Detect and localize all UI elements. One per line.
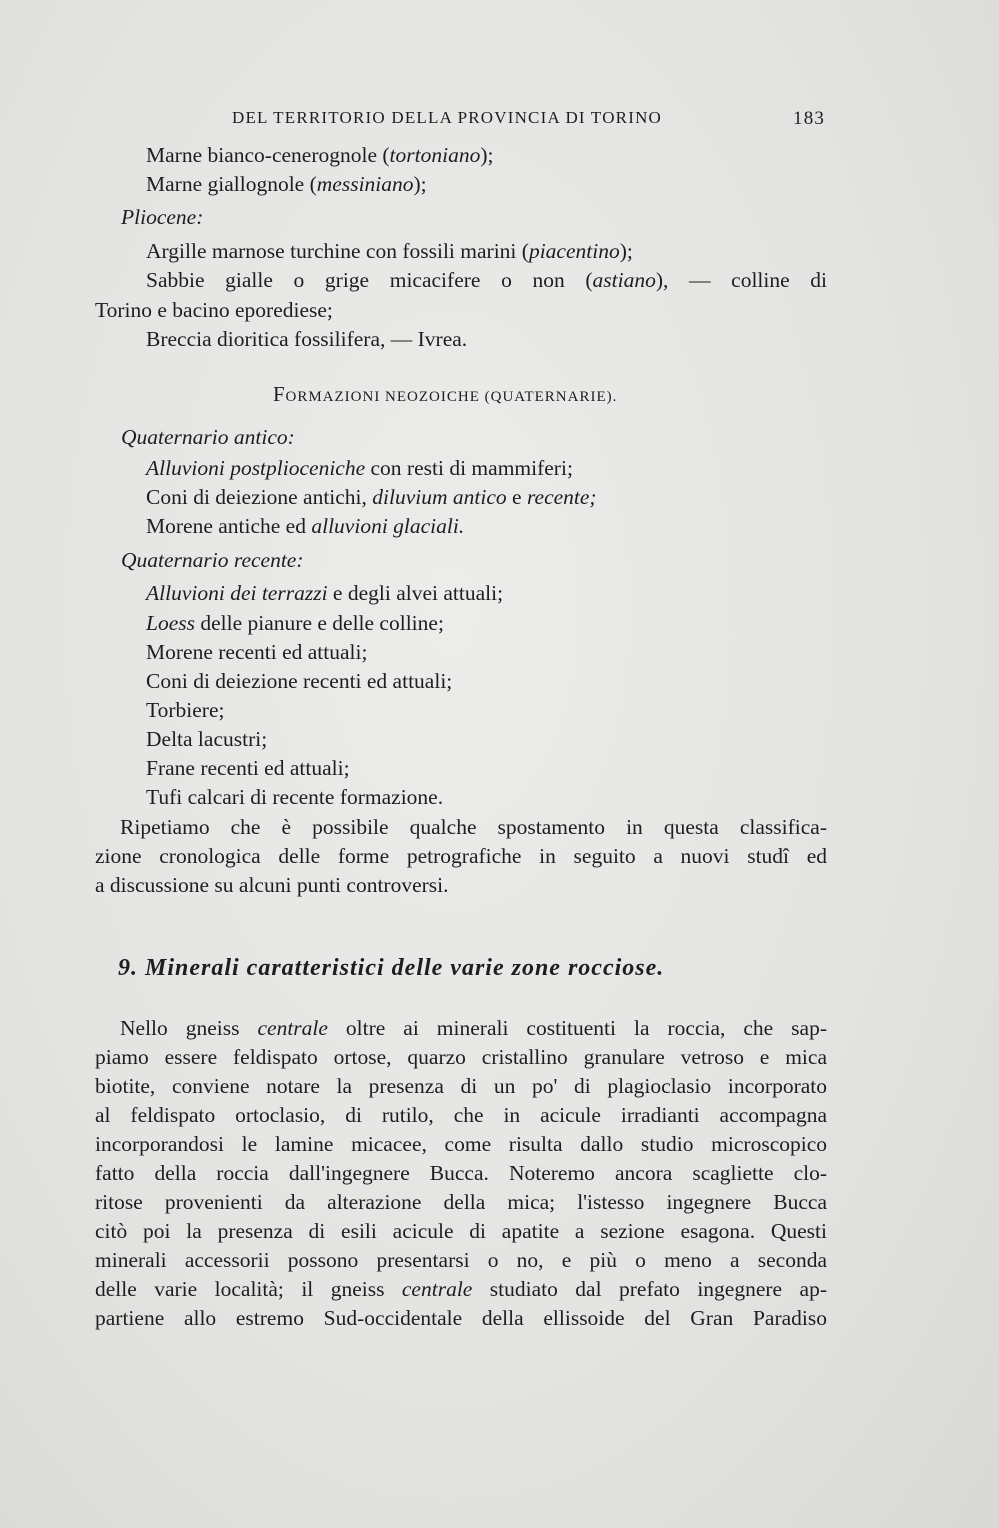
paragraph-line: partiene allo estremo Sud-occidentale della ellissoide del Gran Paradiso <box>95 1306 827 1330</box>
text-line: Loess delle pianure e delle colline; <box>146 611 444 635</box>
paragraph-line: a discussione su alcuni punti controversi. <box>95 873 449 897</box>
paragraph-line: delle varie località; il gneiss centrale studiato dal prefato ingegnere ap- <box>95 1277 827 1301</box>
paragraph-line: zione cronologica delle forme petrografiche in seguito a nuovi studî ed <box>95 844 827 868</box>
subheading-quaternario-recente: Quaternario recente: <box>121 548 304 572</box>
text-line: Torino e bacino eporediese; <box>95 298 333 322</box>
text-line: Sabbie gialle o grige micacifere o non (astiano), — colline di <box>146 268 828 292</box>
text-line: Tufi calcari di recente formazione. <box>146 785 444 809</box>
text-line: Morene antiche ed alluvioni glaciali. <box>146 514 465 538</box>
paragraph-line: ritose provenienti da alterazione della mica; l'istesso ingegnere Bucca <box>95 1190 827 1214</box>
paragraph-line: Nello gneiss centrale oltre ai minerali costituenti la roccia, che sap- <box>120 1016 827 1040</box>
paragraph-line: minerali accessorii possono presentarsi o no, e più o meno a seconda <box>95 1248 827 1272</box>
text-line: Alluvioni dei terrazzi e degli alvei attuali; <box>146 581 504 605</box>
text-line: Argille marnose turchine con fossili marini (piacentino); <box>146 239 633 263</box>
text-line: Torbiere; <box>146 698 225 722</box>
running-title: DEL TERRITORIO DELLA PROVINCIA DI TORINO <box>232 108 663 127</box>
page-number: 183 <box>793 108 826 129</box>
paragraph-line: al feldispato ortoclasio, di rutilo, che in acicule irradianti accompagna <box>95 1103 827 1127</box>
page-header <box>0 108 999 132</box>
section-title: 9. Minerali caratteristici delle varie zone rocciose. <box>118 955 665 981</box>
paragraph-line: Ripetiamo che è possibile qualche spostamento in questa classifica- <box>120 815 827 839</box>
text-line: Coni di deiezione antichi, diluvium antico e recente; <box>146 485 597 509</box>
subheading-pliocene: Pliocene: <box>121 205 204 229</box>
text-line: Alluvioni postplioceniche con resti di mammiferi; <box>146 456 573 480</box>
subheading-quaternario-antico: Quaternario antico: <box>121 425 295 449</box>
section-heading-formazioni: FORMAZIONI NEOZOICHE (QUATERNARIE). <box>273 382 618 406</box>
paragraph-line: biotite, conviene notare la presenza di un po' di plagioclasio incorporato <box>95 1074 827 1098</box>
paragraph-line: fatto della roccia dall'ingegnere Bucca. Noteremo ancora scagliette clo- <box>95 1161 827 1185</box>
text-line: Marne bianco-cenerognole (tortoniano); <box>146 143 494 167</box>
paragraph-line: incorporandosi le lamine micacee, come risulta dallo studio microscopico <box>95 1132 827 1156</box>
text-line: Morene recenti ed attuali; <box>146 640 368 664</box>
paragraph-line: citò poi la presenza di esili acicule di apatite a sezione esagona. Questi <box>95 1219 827 1243</box>
paragraph-line: piamo essere feldispato ortose, quarzo cristallino granulare vetroso e mica <box>95 1045 827 1069</box>
text-line: Coni di deiezione recenti ed attuali; <box>146 669 453 693</box>
text-line: Delta lacustri; <box>146 727 268 751</box>
text-line: Breccia dioritica fossilifera, — Ivrea. <box>146 327 468 351</box>
text-line: Frane recenti ed attuali; <box>146 756 350 780</box>
text-line: Marne giallognole (messiniano); <box>146 172 427 196</box>
